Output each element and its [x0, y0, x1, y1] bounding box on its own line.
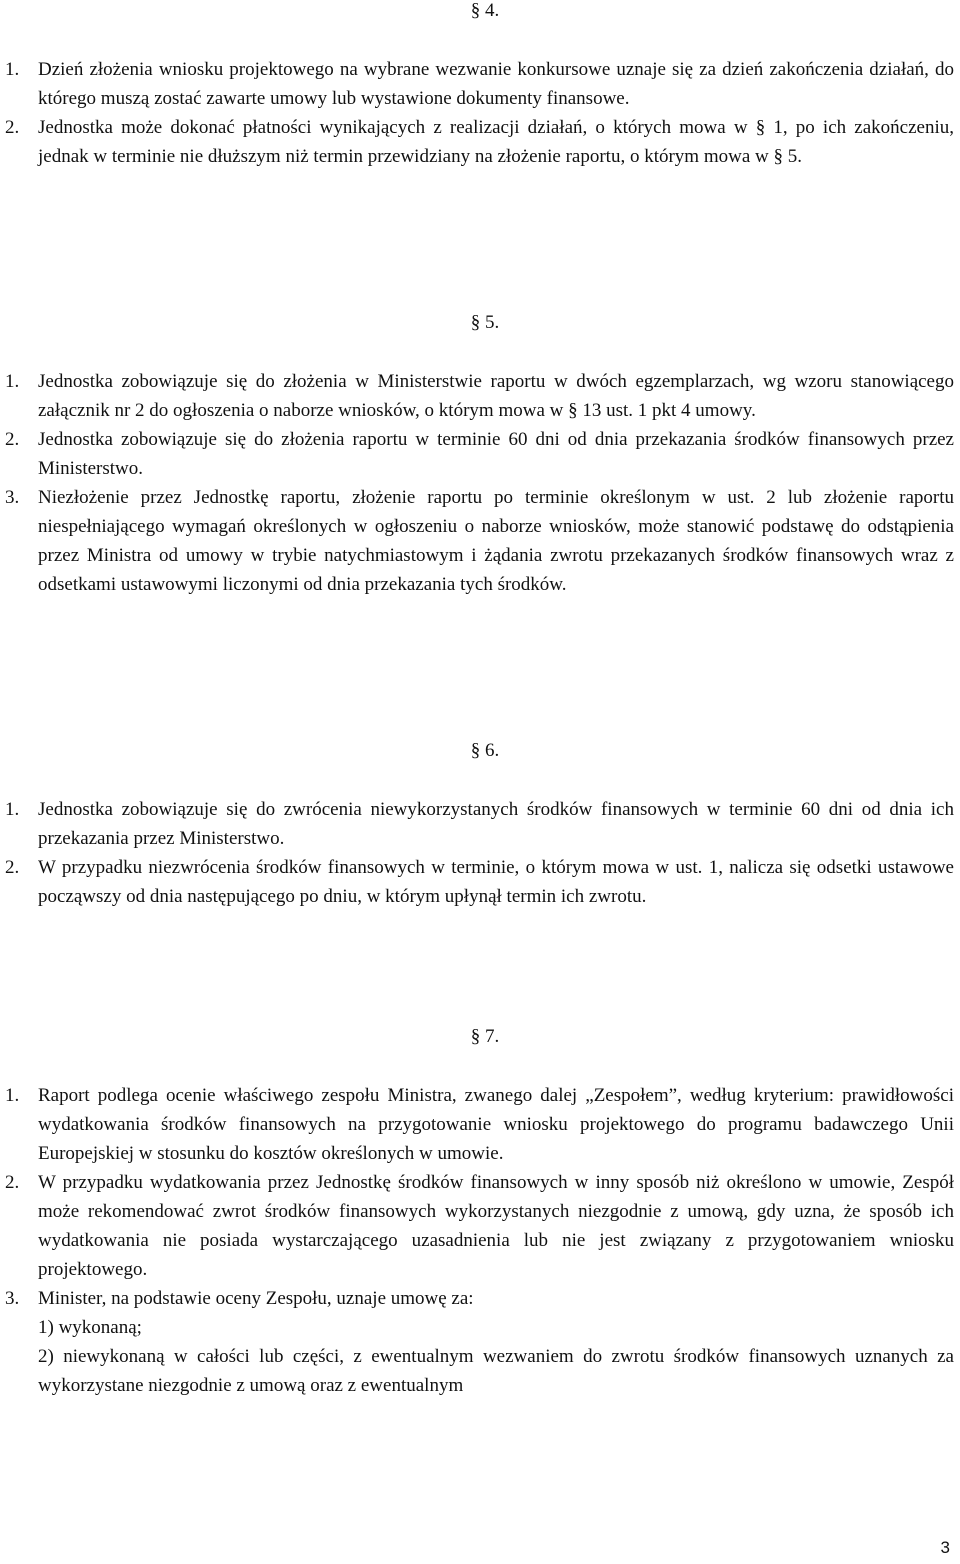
item-text: Jednostka zobowiązuje się do złożenia w Ministerstwie raportu w dwóch egzemplarzach, wg wzoru stanowiącego załącznik nr 2 do ogłoszenia o naborze wniosków, o którym mowa w § 13 ust. 1 pkt 4 umowy. [38, 371, 954, 421]
item-text: W przypadku niezwrócenia środków finansowych w terminie, o którym mowa w ust. 1, nalicza się odsetki ustawowe począwszy od dnia następującego po dniu, w którym upłynął termin ich zwrotu. [38, 857, 954, 907]
sub-item-1: 1) wykonaną; [38, 1317, 142, 1338]
section-7-item-2 [0, 1168, 960, 1284]
section-5-heading: § 5. [470, 312, 500, 333]
section-4-heading: § 4. [470, 0, 500, 21]
sub-item-2: 2) niewykonaną w całości lub części, z ewentualnym wezwaniem do zwrotu środków finansowych uznanych za wykorzystane niezgodnie z umową oraz z ewentualnym [38, 1346, 954, 1396]
section-7-item-3 [0, 1284, 960, 1400]
section-5-item-2 [0, 425, 960, 483]
item-number: 3. [5, 487, 20, 508]
section-7 [0, 1022, 960, 1400]
section-5-item-1 [0, 367, 960, 425]
section-6-item-1 [0, 795, 960, 853]
section-4 [0, 0, 960, 171]
item-text: Niezłożenie przez Jednostkę raportu, złożenie raportu po terminie określonym w ust. 2 lub złożenie raportu niespełniającego wymagań określonych w ogłoszeniu o naborze wniosków, może stanowić podstawę do odstąpienia przez Ministra od umowy w trybie natychmiastowym i żądania zwrotu przekazanych środków finansowych wraz z odsetkami ustawowymi liczonymi od dnia przekazania tych środków. [38, 487, 954, 595]
item-text: Jednostka zobowiązuje się do zwrócenia niewykorzystanych środków finansowych w terminie 60 dni od dnia ich przekazania przez Ministerstwo. [38, 799, 954, 849]
item-number: 1. [5, 799, 20, 820]
item-number: 2. [5, 429, 20, 450]
section-7-heading: § 7. [470, 1026, 500, 1047]
item-text: Dzień złożenia wniosku projektowego na wybrane wezwanie konkursowe uznaje się za dzień zakończenia działań, do którego muszą zostać zawarte umowy lub wystawione dokumenty finansowe. [38, 59, 954, 109]
item-number: 2. [5, 857, 20, 878]
section-6 [0, 736, 960, 911]
section-5 [0, 308, 960, 599]
item-text: W przypadku wydatkowania przez Jednostkę środków finansowych w inny sposób niż określono w umowie, Zespół może rekomendować zwrot środków finansowych wykorzystanych niezgodnie z umową, gdy uzna, że sposób ich wydatkowania nie posiada wystarczającego uzasadnienia lub nie jest związany z przygotowaniem wniosku projektowego. [38, 1172, 954, 1280]
section-6-item-2 [0, 853, 960, 911]
item-number: 1. [5, 371, 20, 392]
section-5-item-3 [0, 483, 960, 599]
item-number: 1. [5, 59, 20, 80]
section-4-item-1 [0, 55, 960, 113]
item-number: 3. [5, 1288, 20, 1309]
section-4-item-2 [0, 113, 960, 171]
item-text: Jednostka zobowiązuje się do złożenia raportu w terminie 60 dni od dnia przekazania środków finansowych przez Ministerstwo. [38, 429, 954, 479]
item-number: 2. [5, 117, 20, 138]
section-7-item-1 [0, 1081, 960, 1168]
section-6-heading: § 6. [470, 740, 500, 761]
item-number: 1. [5, 1085, 20, 1106]
item-text: Minister, na podstawie oceny Zespołu, uznaje umowę za: [38, 1288, 474, 1309]
page-number: 3 [940, 1538, 950, 1557]
item-text: Raport podlega ocenie właściwego zespołu Ministra, zwanego dalej „Zespołem”, według kryterium: prawidłowości wydatkowania środków finansowych na przygotowanie wniosku projektowego do programu badawczego Unii Europejskiej w stosunku do kosztów określonych w umowie. [38, 1085, 954, 1164]
item-text: Jednostka może dokonać płatności wynikających z realizacji działań, o których mowa w § 1, po ich zakończeniu, jednak w terminie nie dłuższym niż termin przewidziany na złożenie raportu, o którym mowa w § 5. [38, 117, 954, 167]
item-number: 2. [5, 1172, 20, 1193]
